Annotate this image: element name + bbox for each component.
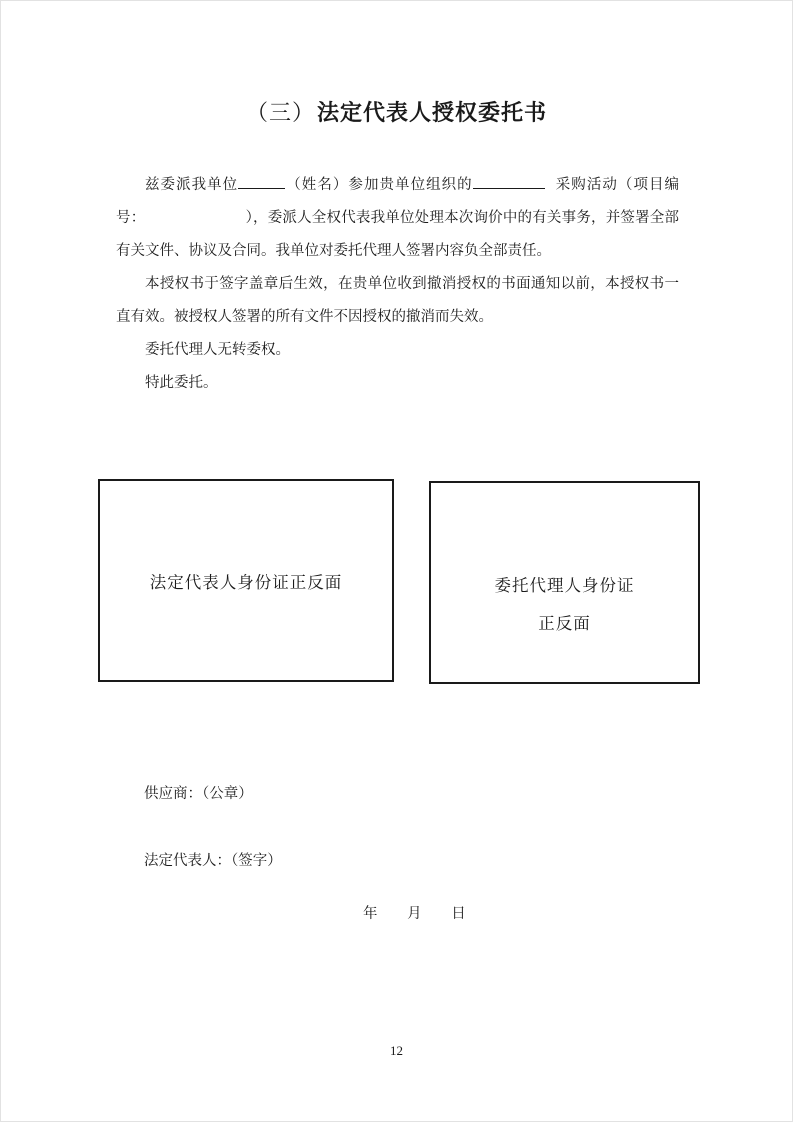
id-box-right-label-line2: 正反面 [538, 613, 591, 633]
page-title [1, 98, 792, 128]
fill-in-blank-agent-name [238, 173, 285, 189]
para1-seg1: 兹委派我单位 [145, 177, 239, 193]
paragraph-closing: 特此委托。 [145, 375, 218, 391]
legal-representative-signature-line: 法定代表人：（签字） [144, 853, 282, 869]
para1-seg3: 采购活动（项目编号： [116, 177, 680, 226]
id-box-left-label: 法定代表人身份证正反面 [149, 572, 343, 592]
title-section-number: （三） [245, 100, 315, 125]
page-number: 12 [390, 1043, 403, 1058]
paragraph-authorization [116, 169, 679, 268]
title-main-text: 法定代表人授权委托书 [317, 100, 548, 125]
para1-seg2: （姓名）参加贵单位组织的 [285, 177, 473, 193]
fill-in-space-project-number [145, 221, 245, 222]
id-box-right-label-line1: 委托代理人身份证 [494, 575, 635, 595]
fill-in-blank-activity [473, 173, 545, 189]
date-line: 年 月 日 [363, 906, 466, 922]
supplier-seal-line: 供应商：（公章） [144, 786, 253, 802]
id-photo-box-legal-representative [98, 479, 394, 682]
body-paragraphs [116, 169, 679, 400]
paragraph-no-sub-delegation: 委托代理人无转委权。 [145, 342, 290, 358]
id-photo-box-authorized-agent [429, 481, 700, 684]
para1-seg4: ），委派人全权代表我单位处理本次询价中的有关事务，并签署全部有关文件、协议及合同。我单位对委托代理人签署内容负全部责任。 [116, 210, 679, 259]
paragraph-validity: 本授权书于签字盖章后生效，在贵单位收到撤消授权的书面通知以前，本授权书一直有效。被授权人签署的所有文件不因授权的撤消而失效。 [116, 276, 679, 325]
